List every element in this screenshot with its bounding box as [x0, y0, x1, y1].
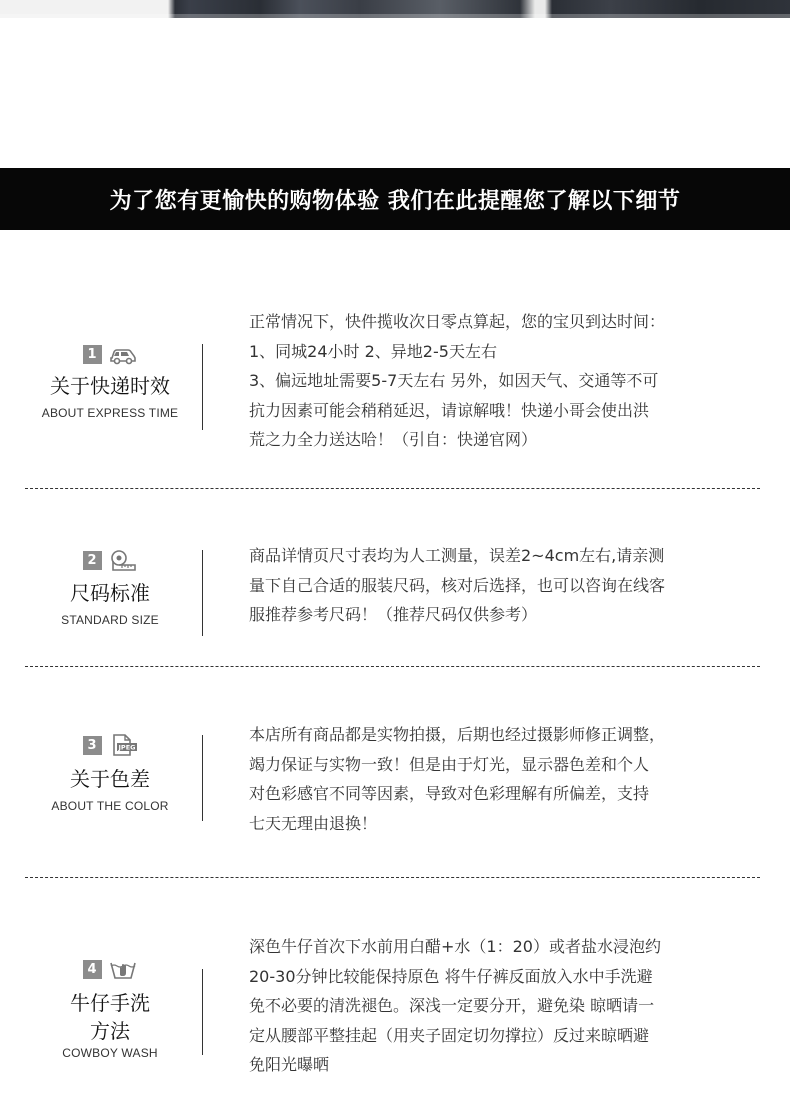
body-line: 免阳光曝晒: [249, 1055, 330, 1074]
notice-banner: [0, 168, 790, 230]
banner-title: 为了您有更愉快的购物体验 我们在此提醒您了解以下细节: [109, 188, 681, 214]
section-subtitle: ABOUT EXPRESS TIME: [41, 406, 179, 420]
section-subtitle: COWBOY WASH: [62, 1046, 158, 1060]
section-1-badge-row: [0, 343, 220, 365]
section-title: 方法: [90, 1019, 130, 1043]
body-line: 服推荐参考尺码！（推荐尺码仅供参考）: [249, 605, 538, 624]
section-number-badge: 3: [83, 736, 102, 755]
body-line: 竭力保证与实物一致！但是由于灯光，显示器色差和个人: [249, 754, 650, 774]
dashed-separator: [25, 666, 760, 667]
dashed-separator: [25, 877, 760, 878]
dashed-separator: [25, 488, 760, 489]
hand-wash-icon: [108, 958, 138, 980]
section-title: 关于快递时效: [50, 374, 170, 398]
body-line: 量下自己合适的服装尺码，核对后选择，也可以咨询在线客: [249, 575, 666, 595]
jpeg-file-icon: [108, 734, 138, 756]
section-2-badge-row: [0, 549, 220, 571]
tape-measure-icon: [108, 549, 138, 571]
section-4-badge-row: [0, 958, 220, 980]
section-subtitle: ABOUT THE COLOR: [51, 799, 169, 813]
section-divider: [202, 735, 203, 821]
body-line: 定从腰部平整挂起（用夹子固定切勿撑拉）反过来晾晒避: [249, 1025, 650, 1045]
body-line: 本店所有商品都是实物拍摄，后期也经过摄影师修正调整，: [249, 725, 666, 744]
section-divider: [202, 969, 203, 1055]
body-line: 免不必要的清洗褪色。深浅一定要分开，避免染 晾晒请一: [249, 996, 655, 1015]
section-subtitle: STANDARD SIZE: [61, 613, 159, 627]
body-line: 1、同城24小时 2、异地2-5天左右: [249, 341, 497, 361]
body-line: 深色牛仔首次下水前用白醋+水（1：20）或者盐水浸泡约: [249, 937, 661, 956]
section-number-badge: 1: [83, 345, 102, 364]
section-title: 尺码标准: [70, 581, 150, 605]
body-line: 20-30分钟比较能保持原色 将牛仔裤反面放入水中手洗避: [249, 966, 653, 986]
section-3-badge-row: [0, 734, 220, 756]
section-body: [249, 307, 719, 455]
section-divider: [202, 550, 203, 636]
section-body: [249, 720, 719, 838]
photo-edge: [0, 14, 790, 18]
section-title: 关于色差: [70, 767, 150, 791]
section-number-badge: 2: [83, 551, 102, 570]
body-line: 商品详情页尺寸表均为人工测量，误差2~4cm左右,请亲测: [249, 546, 665, 565]
section-body: [249, 932, 719, 1080]
svg-text:JPEG: JPEG: [118, 743, 135, 752]
body-line: 对色彩感官不同等因素，导致对色彩理解有所偏差，支持: [249, 784, 650, 803]
body-line: 抗力因素可能会稍稍延迟，请谅解哦！快递小哥会使出洪: [249, 400, 650, 420]
section-body: [249, 541, 719, 630]
section-divider: [202, 344, 203, 430]
car-icon: [108, 343, 138, 365]
body-line: 正常情况下，快件揽收次日零点算起，您的宝贝到达时间：: [249, 312, 666, 331]
section-number-badge: 4: [83, 960, 102, 979]
body-line: 七天无理由退换！: [249, 813, 378, 833]
body-line: 荒之力全力送达哈！（引自：快递官网）: [249, 430, 538, 449]
body-line: 3、偏远地址需要5-7天左右 另外，如因天气、交通等不可: [249, 371, 659, 390]
section-title: 牛仔手洗: [70, 991, 150, 1015]
